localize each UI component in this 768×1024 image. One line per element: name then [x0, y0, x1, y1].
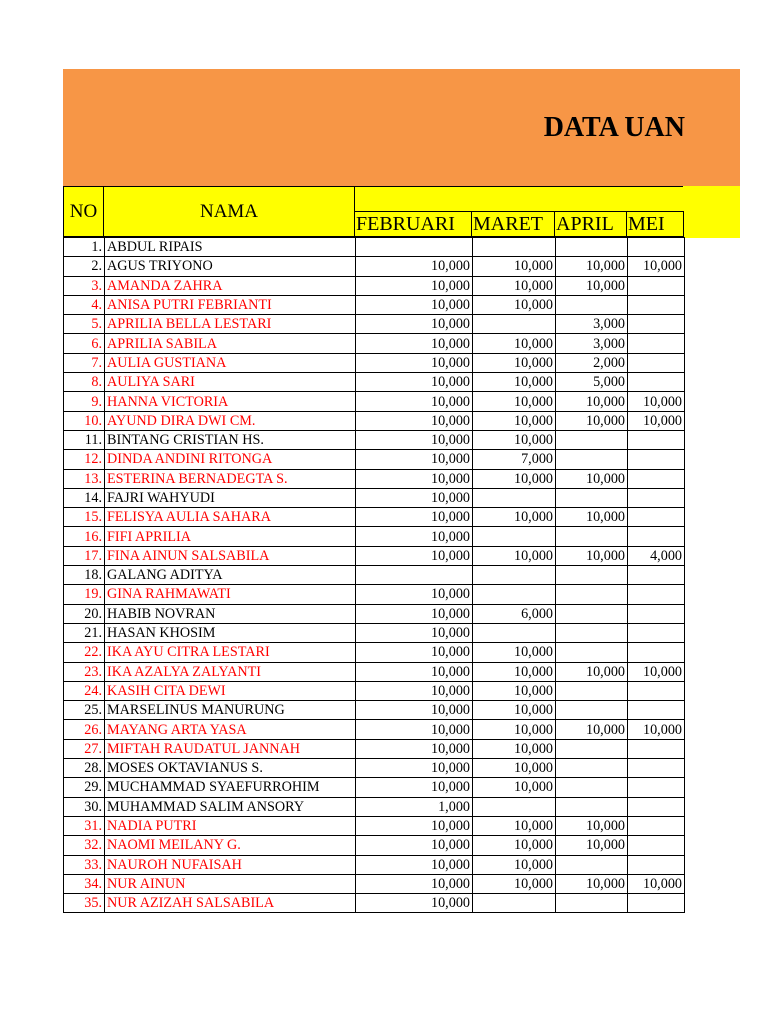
april-cell[interactable] [556, 894, 628, 913]
row-number-cell[interactable]: 20. [64, 604, 105, 623]
maret-cell[interactable]: 10,000 [473, 546, 556, 565]
table-row [64, 373, 685, 392]
mei-cell[interactable] [628, 238, 685, 257]
student-name-cell[interactable]: AULIYA SARI [105, 373, 356, 392]
row-number-cell[interactable]: 22. [64, 643, 105, 662]
student-name-cell[interactable]: IKA AYU CITRA LESTARI [105, 643, 356, 662]
april-cell[interactable]: 2,000 [556, 353, 628, 372]
maret-cell[interactable]: 10,000 [473, 411, 556, 430]
header-maret: MARET [471, 211, 555, 237]
row-number-cell[interactable]: 31. [64, 816, 105, 835]
student-payment-table [63, 237, 685, 913]
row-number-cell[interactable]: 12. [64, 450, 105, 469]
april-cell[interactable] [556, 604, 628, 623]
student-name-cell[interactable]: GINA RAHMAWATI [105, 585, 356, 604]
row-number-cell[interactable]: 30. [64, 797, 105, 816]
student-name-cell[interactable]: IKA AZALYA ZALYANTI [105, 662, 356, 681]
mei-cell[interactable] [628, 315, 685, 334]
maret-cell[interactable]: 10,000 [473, 739, 556, 758]
mei-cell[interactable] [628, 469, 685, 488]
mei-cell[interactable] [628, 295, 685, 314]
april-cell[interactable] [556, 566, 628, 585]
mei-cell[interactable] [628, 353, 685, 372]
februari-cell[interactable]: 10,000 [356, 450, 473, 469]
maret-cell[interactable]: 10,000 [473, 430, 556, 449]
row-number-cell[interactable]: 34. [64, 874, 105, 893]
mei-cell[interactable]: 10,000 [628, 257, 685, 276]
april-cell[interactable]: 10,000 [556, 508, 628, 527]
header-mei: MEI [626, 211, 684, 237]
april-cell[interactable] [556, 238, 628, 257]
februari-cell[interactable]: 10,000 [356, 315, 473, 334]
februari-cell[interactable]: 10,000 [356, 353, 473, 372]
maret-cell[interactable]: 10,000 [473, 334, 556, 353]
student-name-cell[interactable]: FAJRI WAHYUDI [105, 488, 356, 507]
februari-cell[interactable]: 10,000 [356, 836, 473, 855]
header-months-group [354, 186, 683, 213]
mei-cell[interactable]: 10,000 [628, 720, 685, 739]
table-row [64, 546, 685, 565]
februari-cell[interactable]: 10,000 [356, 469, 473, 488]
mei-cell[interactable] [628, 450, 685, 469]
mei-cell[interactable]: 10,000 [628, 392, 685, 411]
april-cell[interactable] [556, 855, 628, 874]
row-number-cell[interactable]: 27. [64, 739, 105, 758]
mei-cell[interactable]: 10,000 [628, 662, 685, 681]
april-cell[interactable] [556, 701, 628, 720]
student-name-cell[interactable]: FIFI APRILIA [105, 527, 356, 546]
table-row [64, 585, 685, 604]
februari-cell[interactable]: 10,000 [356, 430, 473, 449]
maret-cell[interactable]: 10,000 [473, 276, 556, 295]
table-row [64, 469, 685, 488]
februari-cell[interactable]: 10,000 [356, 604, 473, 623]
februari-cell[interactable]: 10,000 [356, 816, 473, 835]
row-number-cell[interactable]: 33. [64, 855, 105, 874]
student-name-cell[interactable]: DINDA ANDINI RITONGA [105, 450, 356, 469]
table-row [64, 836, 685, 855]
maret-cell[interactable]: 10,000 [473, 681, 556, 700]
student-name-cell[interactable]: GALANG ADITYA [105, 566, 356, 585]
februari-cell[interactable]: 10,000 [356, 739, 473, 758]
februari-cell[interactable]: 10,000 [356, 276, 473, 295]
februari-cell[interactable] [356, 566, 473, 585]
maret-cell[interactable] [473, 797, 556, 816]
maret-cell[interactable]: 10,000 [473, 353, 556, 372]
mei-cell[interactable] [628, 643, 685, 662]
maret-cell[interactable]: 10,000 [473, 662, 556, 681]
april-cell[interactable]: 10,000 [556, 411, 628, 430]
student-name-cell[interactable]: NUR AINUN [105, 874, 356, 893]
mei-cell[interactable] [628, 739, 685, 758]
table-row [64, 392, 685, 411]
maret-cell[interactable] [473, 238, 556, 257]
student-name-cell[interactable]: NAUROH NUFAISAH [105, 855, 356, 874]
table-row [64, 295, 685, 314]
april-cell[interactable] [556, 778, 628, 797]
april-cell[interactable]: 10,000 [556, 469, 628, 488]
table-row [64, 894, 685, 913]
april-cell[interactable] [556, 681, 628, 700]
column-headers [63, 186, 683, 238]
table-row [64, 797, 685, 816]
student-name-cell[interactable]: MAYANG ARTA YASA [105, 720, 356, 739]
maret-cell[interactable]: 10,000 [473, 257, 556, 276]
februari-cell[interactable]: 10,000 [356, 411, 473, 430]
table-row [64, 276, 685, 295]
row-number-cell[interactable]: 18. [64, 566, 105, 585]
student-name-cell[interactable]: MIFTAH RAUDATUL JANNAH [105, 739, 356, 758]
maret-cell[interactable]: 10,000 [473, 720, 556, 739]
maret-cell[interactable] [473, 527, 556, 546]
row-number-cell[interactable]: 32. [64, 836, 105, 855]
mei-cell[interactable] [628, 585, 685, 604]
april-cell[interactable]: 10,000 [556, 392, 628, 411]
februari-cell[interactable]: 10,000 [356, 643, 473, 662]
mei-cell[interactable] [628, 623, 685, 642]
april-cell[interactable] [556, 623, 628, 642]
mei-cell[interactable] [628, 373, 685, 392]
table-row [64, 334, 685, 353]
table-row [64, 604, 685, 623]
table-row [64, 623, 685, 642]
table-row [64, 488, 685, 507]
februari-cell[interactable]: 10,000 [356, 662, 473, 681]
maret-cell[interactable]: 6,000 [473, 604, 556, 623]
april-cell[interactable]: 10,000 [556, 662, 628, 681]
student-name-cell[interactable]: FELISYA AULIA SAHARA [105, 508, 356, 527]
table-row [64, 527, 685, 546]
april-cell[interactable] [556, 797, 628, 816]
row-number-cell[interactable]: 4. [64, 295, 105, 314]
mei-cell[interactable] [628, 701, 685, 720]
februari-cell[interactable]: 10,000 [356, 373, 473, 392]
april-cell[interactable]: 3,000 [556, 315, 628, 334]
april-cell[interactable] [556, 488, 628, 507]
april-cell[interactable]: 10,000 [556, 816, 628, 835]
mei-cell[interactable] [628, 527, 685, 546]
maret-cell[interactable]: 10,000 [473, 643, 556, 662]
februari-cell[interactable]: 10,000 [356, 488, 473, 507]
row-number-cell[interactable]: 1. [64, 238, 105, 257]
row-number-cell[interactable]: 15. [64, 508, 105, 527]
table-row [64, 681, 685, 700]
april-cell[interactable]: 10,000 [556, 257, 628, 276]
april-cell[interactable]: 10,000 [556, 276, 628, 295]
februari-cell[interactable]: 10,000 [356, 894, 473, 913]
table-row [64, 430, 685, 449]
student-name-cell[interactable]: MUCHAMMAD SYAEFURROHIM [105, 778, 356, 797]
mei-cell[interactable] [628, 797, 685, 816]
april-cell[interactable] [556, 295, 628, 314]
table-row [64, 874, 685, 893]
februari-cell[interactable]: 10,000 [356, 778, 473, 797]
mei-cell[interactable] [628, 334, 685, 353]
maret-cell[interactable]: 10,000 [473, 836, 556, 855]
row-number-cell[interactable]: 19. [64, 585, 105, 604]
mei-cell[interactable] [628, 816, 685, 835]
mei-cell[interactable] [628, 276, 685, 295]
student-name-cell[interactable]: NAOMI MEILANY G. [105, 836, 356, 855]
februari-cell[interactable]: 10,000 [356, 701, 473, 720]
row-number-cell[interactable]: 9. [64, 392, 105, 411]
april-cell[interactable] [556, 759, 628, 778]
mei-cell[interactable] [628, 855, 685, 874]
maret-cell[interactable]: 10,000 [473, 392, 556, 411]
student-name-cell[interactable]: HASAN KHOSIM [105, 623, 356, 642]
maret-cell[interactable] [473, 315, 556, 334]
april-cell[interactable]: 10,000 [556, 546, 628, 565]
maret-cell[interactable]: 10,000 [473, 855, 556, 874]
row-number-cell[interactable]: 25. [64, 701, 105, 720]
februari-cell[interactable]: 10,000 [356, 257, 473, 276]
student-name-cell[interactable]: ESTERINA BERNADEGTA S. [105, 469, 356, 488]
row-number-cell[interactable]: 26. [64, 720, 105, 739]
row-number-cell[interactable]: 14. [64, 488, 105, 507]
maret-cell[interactable]: 10,000 [473, 373, 556, 392]
februari-cell[interactable]: 10,000 [356, 295, 473, 314]
student-name-cell[interactable]: AMANDA ZAHRA [105, 276, 356, 295]
maret-cell[interactable]: 10,000 [473, 778, 556, 797]
row-number-cell[interactable]: 35. [64, 894, 105, 913]
mei-cell[interactable] [628, 488, 685, 507]
mei-cell[interactable]: 10,000 [628, 411, 685, 430]
row-number-cell[interactable]: 5. [64, 315, 105, 334]
table-row [64, 315, 685, 334]
mei-cell[interactable] [628, 566, 685, 585]
student-name-cell[interactable]: NUR AZIZAH SALSABILA [105, 894, 356, 913]
februari-cell[interactable]: 10,000 [356, 527, 473, 546]
februari-cell[interactable]: 10,000 [356, 585, 473, 604]
row-number-cell[interactable]: 17. [64, 546, 105, 565]
maret-cell[interactable]: 10,000 [473, 295, 556, 314]
sheet-title: DATA UAN [543, 112, 685, 143]
student-name-cell[interactable]: AULIA GUSTIANA [105, 353, 356, 372]
februari-cell[interactable]: 10,000 [356, 855, 473, 874]
row-number-cell[interactable]: 13. [64, 469, 105, 488]
row-number-cell[interactable]: 10. [64, 411, 105, 430]
table-row [64, 739, 685, 758]
student-name-cell[interactable]: AYUND DIRA DWI CM. [105, 411, 356, 430]
april-cell[interactable]: 10,000 [556, 836, 628, 855]
maret-cell[interactable]: 10,000 [473, 874, 556, 893]
april-cell[interactable] [556, 643, 628, 662]
table-row [64, 238, 685, 257]
row-number-cell[interactable]: 7. [64, 353, 105, 372]
maret-cell[interactable] [473, 566, 556, 585]
table-row [64, 816, 685, 835]
mei-cell[interactable] [628, 778, 685, 797]
april-cell[interactable] [556, 430, 628, 449]
februari-cell[interactable]: 10,000 [356, 759, 473, 778]
student-name-cell[interactable]: MOSES OKTAVIANUS S. [105, 759, 356, 778]
student-name-cell[interactable]: APRILIA BELLA LESTARI [105, 315, 356, 334]
table-row [64, 353, 685, 372]
mei-cell[interactable]: 10,000 [628, 874, 685, 893]
april-cell[interactable] [556, 585, 628, 604]
row-number-cell[interactable]: 11. [64, 430, 105, 449]
februari-cell[interactable]: 10,000 [356, 874, 473, 893]
table-row [64, 759, 685, 778]
maret-cell[interactable]: 10,000 [473, 469, 556, 488]
februari-cell[interactable]: 1,000 [356, 797, 473, 816]
table-row [64, 855, 685, 874]
row-number-cell[interactable]: 2. [64, 257, 105, 276]
februari-cell[interactable]: 10,000 [356, 546, 473, 565]
maret-cell[interactable]: 10,000 [473, 508, 556, 527]
row-number-cell[interactable]: 16. [64, 527, 105, 546]
april-cell[interactable]: 3,000 [556, 334, 628, 353]
header-no: NO [63, 186, 104, 237]
april-cell[interactable]: 5,000 [556, 373, 628, 392]
april-cell[interactable]: 10,000 [556, 874, 628, 893]
student-name-cell[interactable]: ABDUL RIPAIS [105, 238, 356, 257]
februari-cell[interactable]: 10,000 [356, 392, 473, 411]
april-cell[interactable]: 10,000 [556, 720, 628, 739]
maret-cell[interactable] [473, 894, 556, 913]
student-name-cell[interactable]: MARSELINUS MANURUNG [105, 701, 356, 720]
maret-cell[interactable] [473, 585, 556, 604]
student-name-cell[interactable]: HANNA VICTORIA [105, 392, 356, 411]
maret-cell[interactable]: 10,000 [473, 759, 556, 778]
mei-cell[interactable] [628, 759, 685, 778]
row-number-cell[interactable]: 6. [64, 334, 105, 353]
student-name-cell[interactable]: FINA AINUN SALSABILA [105, 546, 356, 565]
header-februari: FEBRUARI [354, 211, 472, 237]
header-april: APRIL [554, 211, 627, 237]
student-name-cell[interactable]: NADIA PUTRI [105, 816, 356, 835]
maret-cell[interactable]: 10,000 [473, 701, 556, 720]
table-row [64, 720, 685, 739]
mei-cell[interactable] [628, 604, 685, 623]
table-row [64, 662, 685, 681]
table-row [64, 566, 685, 585]
februari-cell[interactable]: 10,000 [356, 720, 473, 739]
table-row [64, 701, 685, 720]
row-number-cell[interactable]: 28. [64, 759, 105, 778]
table-row [64, 411, 685, 430]
row-number-cell[interactable]: 23. [64, 662, 105, 681]
student-name-cell[interactable]: KASIH CITA DEWI [105, 681, 356, 700]
mei-cell[interactable] [628, 894, 685, 913]
mei-cell[interactable] [628, 836, 685, 855]
row-number-cell[interactable]: 3. [64, 276, 105, 295]
table-row [64, 778, 685, 797]
maret-cell[interactable]: 7,000 [473, 450, 556, 469]
februari-cell[interactable]: 10,000 [356, 681, 473, 700]
table-body [64, 238, 685, 913]
maret-cell[interactable]: 10,000 [473, 816, 556, 835]
maret-cell[interactable] [473, 488, 556, 507]
februari-cell[interactable]: 10,000 [356, 508, 473, 527]
maret-cell[interactable] [473, 623, 556, 642]
row-number-cell[interactable]: 21. [64, 623, 105, 642]
mei-cell[interactable] [628, 430, 685, 449]
table-row [64, 257, 685, 276]
table-row [64, 508, 685, 527]
april-cell[interactable] [556, 739, 628, 758]
mei-cell[interactable]: 4,000 [628, 546, 685, 565]
april-cell[interactable] [556, 450, 628, 469]
februari-cell[interactable]: 10,000 [356, 623, 473, 642]
row-number-cell[interactable]: 24. [64, 681, 105, 700]
student-name-cell[interactable]: BINTANG CRISTIAN HS. [105, 430, 356, 449]
row-number-cell[interactable]: 8. [64, 373, 105, 392]
student-name-cell[interactable]: MUHAMMAD SALIM ANSORY [105, 797, 356, 816]
student-name-cell[interactable]: APRILIA SABILA [105, 334, 356, 353]
table-row [64, 643, 685, 662]
mei-cell[interactable] [628, 681, 685, 700]
februari-cell[interactable] [356, 238, 473, 257]
april-cell[interactable] [556, 527, 628, 546]
student-name-cell[interactable]: ANISA PUTRI FEBRIANTI [105, 295, 356, 314]
table-row [64, 450, 685, 469]
februari-cell[interactable]: 10,000 [356, 334, 473, 353]
student-name-cell[interactable]: HABIB NOVRAN [105, 604, 356, 623]
header-nama: NAMA [103, 186, 355, 237]
row-number-cell[interactable]: 29. [64, 778, 105, 797]
student-name-cell[interactable]: AGUS TRIYONO [105, 257, 356, 276]
mei-cell[interactable] [628, 508, 685, 527]
